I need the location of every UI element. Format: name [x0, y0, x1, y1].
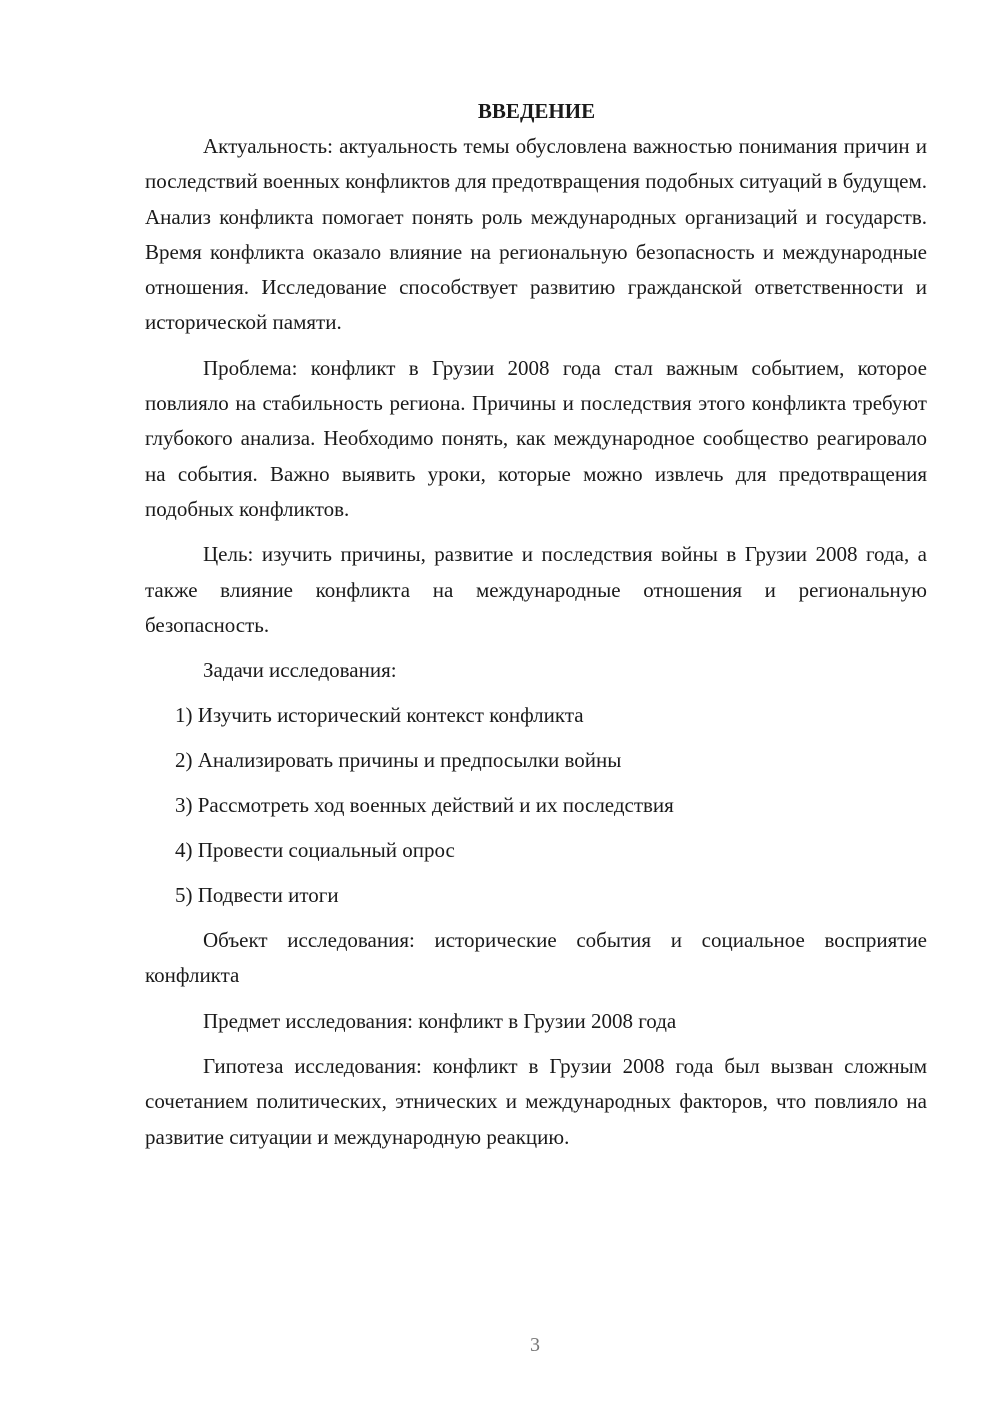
page-number: 3	[530, 1334, 540, 1356]
task-item: 3) Рассмотреть ход военных действий и их последствия	[175, 793, 674, 818]
object-paragraph: Объект исследования: исторические события и социальное восприятие конфликта	[145, 928, 927, 988]
goal-paragraph: Цель: изучить причины, развитие и последствия войны в Грузии 2008 года, а также влияние конфликта на международные отношения и региональную безопасность.	[145, 542, 927, 637]
document-title: ВВЕДЕНИЕ	[477, 99, 596, 123]
problem-paragraph: Проблема: конфликт в Грузии 2008 года стал важным событием, которое повлияло на стабильность региона. Причины и последствия этого конфликта требуют глубокого анализа. Необходимо понять, как международное сообщество реагировало на события. Важно выявить уроки, которые можно извлечь для предотвращения подобных конфликтов.	[145, 355, 927, 521]
tasks-list	[145, 698, 927, 913]
task-item: 2) Анализировать причины и предпосылки войны	[175, 748, 622, 773]
task-item: 1) Изучить исторический контекст конфликта	[175, 703, 584, 728]
tasks-heading: Задачи исследования:	[203, 658, 397, 683]
subject-paragraph: Предмет исследования: конфликт в Грузии 2008 года	[203, 1008, 677, 1033]
hypothesis-paragraph: Гипотеза исследования: конфликт в Грузии 2008 года был вызван сложным сочетанием политических, этнических и международных факторов, что повлияло на развитие ситуации и международную реакцию.	[145, 1054, 927, 1149]
relevance-paragraph: Актуальность: актуальность темы обусловлена важностью понимания причин и последствий военных конфликтов для предотвращения подобных ситуаций в будущем. Анализ конфликта помогает понять роль международных организаций и государств. Время конфликта оказало влияние на региональную безопасность и международные отношения. Исследование способствует развитию гражданской ответственности и исторической памяти.	[145, 134, 927, 335]
task-item: 4) Провести социальный опрос	[175, 838, 455, 863]
task-item: 5) Подвести итоги	[175, 883, 339, 908]
document-page	[145, 94, 927, 1165]
